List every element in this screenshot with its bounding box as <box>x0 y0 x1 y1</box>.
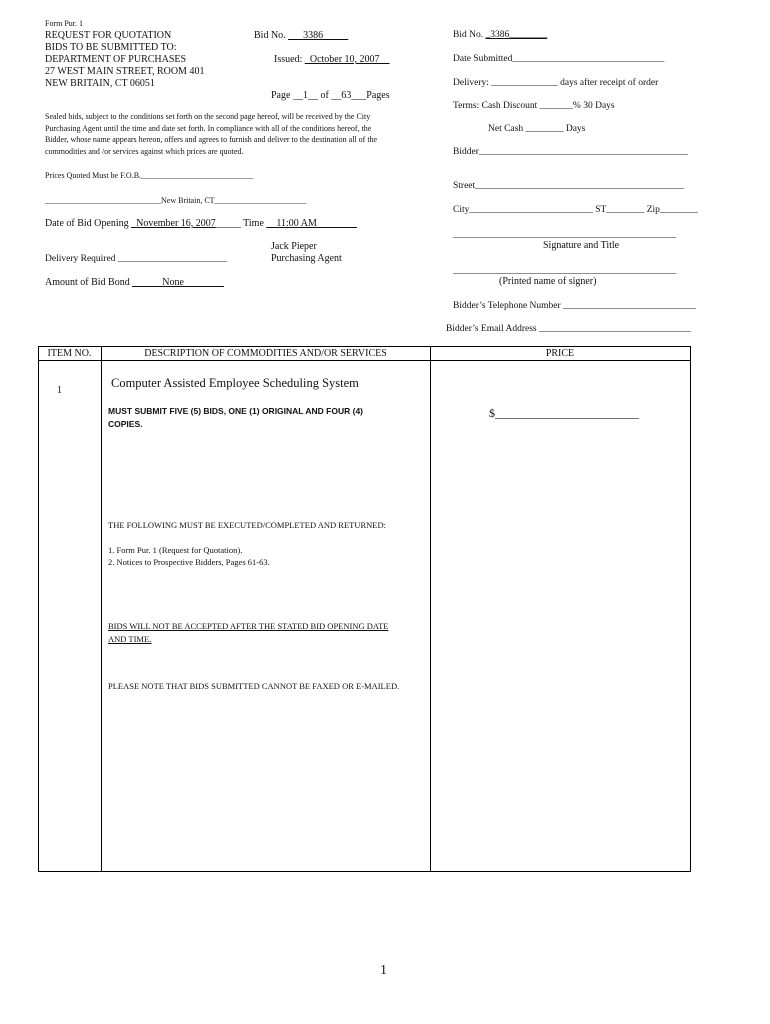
must-submit-notice: MUST SUBMIT FIVE (5) BIDS, ONE (1) ORIGINAL AND FOUR (4) COPIES. <box>108 406 364 429</box>
item-no-header: ITEM NO. <box>47 348 92 359</box>
bid-opening-line <box>45 218 357 230</box>
issued-date <box>274 54 390 66</box>
fob-destination-line: _____________________________New Britain, CT_______________________ <box>45 196 307 205</box>
table-header-border <box>38 360 691 361</box>
issued-value: _October 10, 2007__ <box>304 54 390 65</box>
price-field: $________________________ <box>489 406 639 420</box>
delivery-days-field: Delivery: ______________ days after receipt of order <box>453 78 659 88</box>
price-header: PRICE <box>545 348 575 359</box>
bid-opening-time-label: _____ Time <box>215 218 267 229</box>
no-fax-notice: PLEASE NOTE THAT BIDS SUBMITTED CANNOT BE FAXED OR E-MAILED. <box>108 681 400 691</box>
bid-no-value: ___3386_____ <box>288 30 349 41</box>
telephone-field: Bidder’s Telephone Number ____________________________ <box>453 301 697 311</box>
date-submitted-field: Date Submitted________________________________ <box>453 54 665 64</box>
bid-number-right <box>453 30 547 42</box>
item-title: Computer Assisted Employee Scheduling System <box>111 376 359 390</box>
sealed-bids-notice: Sealed bids, subject to the conditions set forth on the second page hereof, will be received by the City Purchasing Agent until the time and date set forth. In compliance with all of the conditions hereof, the Bidder, whose name appears hereon, offers and agrees to furnish and deliver to the destination all of the commodities and /or services against which prices are quoted. <box>45 112 378 156</box>
table-column-divider <box>101 346 102 872</box>
signature-label: Signature and Title <box>543 240 620 251</box>
title-line: NEW BRITAIN, CT 06051 <box>45 78 155 89</box>
table-bottom-border <box>38 871 691 872</box>
bid-bond-value: ______None________ <box>132 277 224 288</box>
bid-no-value: _3386________ <box>485 30 548 40</box>
deadline-notice: BIDS WILL NOT BE ACCEPTED AFTER THE STATED BID OPENING DATE AND TIME. <box>108 621 389 644</box>
delivery-required: Delivery Required _______________________ <box>45 254 228 264</box>
bid-opening-date: _November 16, 2007 <box>131 218 216 229</box>
printed-name-line: _______________________________________________ <box>453 266 677 276</box>
bid-bond-label: Amount of Bid Bond <box>45 277 133 288</box>
bid-opening-time: __11:00 AM________ <box>266 218 357 229</box>
title-line: 27 WEST MAIN STREET, ROOM 401 <box>45 66 205 77</box>
table-top-border <box>38 346 691 347</box>
table-right-border <box>690 346 691 872</box>
bid-no-label: Bid No. <box>254 30 289 41</box>
bid-number-top <box>254 30 348 42</box>
email-field: Bidder’s Email Address ________________________________ <box>446 324 691 334</box>
title-line: REQUEST FOR QUOTATION <box>45 30 172 41</box>
street-field: Street____________________________________________ <box>453 181 685 191</box>
description-header: DESCRIPTION OF COMMODITIES AND/OR SERVICES <box>144 348 387 359</box>
bidder-field: Bidder____________________________________________ <box>453 147 688 157</box>
fob-line: Prices Quoted Must be F.O.B.____________________________ <box>45 171 254 180</box>
table-left-border <box>38 346 39 872</box>
title-line: DEPARTMENT OF PURCHASES <box>45 54 187 65</box>
printed-name-label: (Printed name of signer) <box>499 276 597 287</box>
agent-name: Jack Pieper <box>271 241 317 252</box>
bid-bond-line <box>45 277 224 289</box>
required-documents-heading: THE FOLLOWING MUST BE EXECUTED/COMPLETED AND RETURNED: <box>108 520 386 530</box>
bid-no-label: Bid No. <box>453 30 486 40</box>
issued-label: Issued: <box>274 54 305 65</box>
page-count: Page __1__ of __63___Pages <box>271 90 390 101</box>
bid-opening-label: Date of Bid Opening <box>45 218 132 229</box>
title-line: BIDS TO BE SUBMITTED TO: <box>45 42 177 53</box>
required-document-item: 2. Notices to Prospective Bidders, Pages 61-63. <box>108 557 270 567</box>
page-number: 1 <box>380 963 387 978</box>
agent-title: Purchasing Agent <box>271 253 342 264</box>
required-document-item: 1. Form Pur. 1 (Request for Quotation). <box>108 545 243 555</box>
form-label: Form Pur. 1 <box>45 19 84 28</box>
cash-discount-field: Terms: Cash Discount _______% 30 Days <box>453 101 615 111</box>
signature-line: _______________________________________________ <box>453 230 677 240</box>
item-number: 1 <box>57 385 62 396</box>
city-state-zip-field: City__________________________ ST________ Zip________ <box>453 205 698 215</box>
table-column-divider <box>430 346 431 872</box>
net-cash-field: Net Cash ________ Days <box>488 124 586 134</box>
